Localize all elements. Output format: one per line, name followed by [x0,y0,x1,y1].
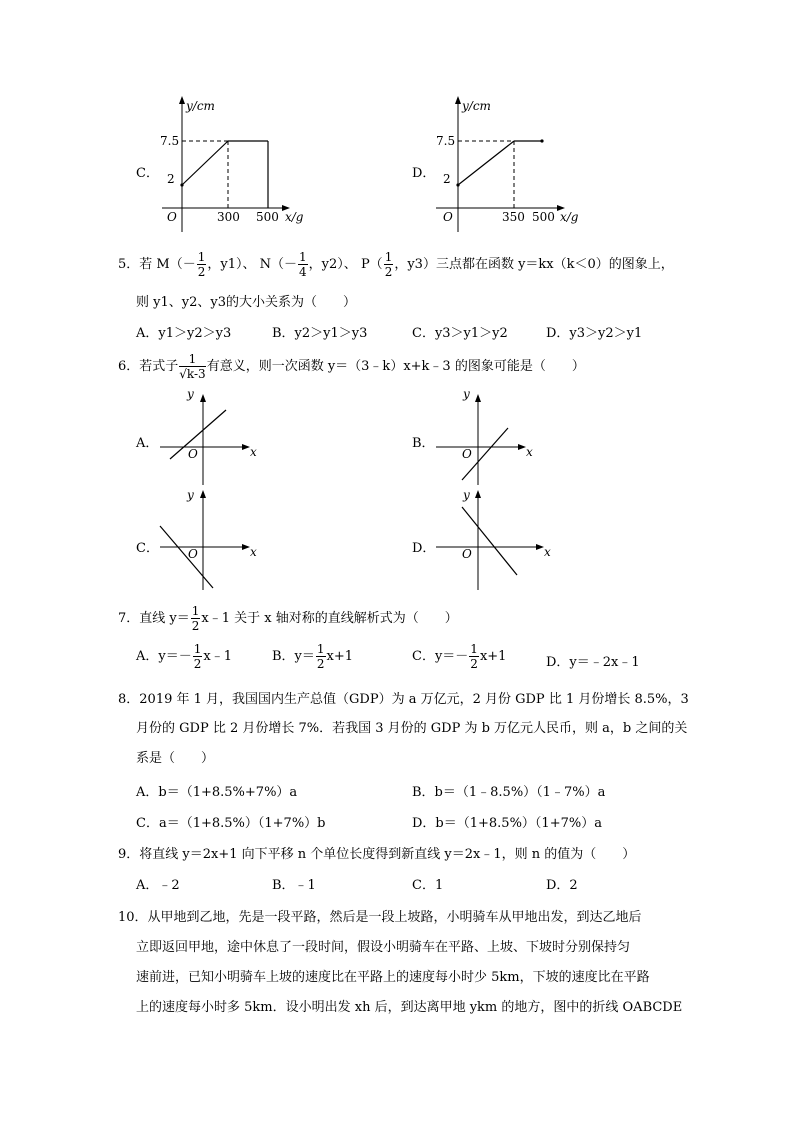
q6-graph-c [160,488,257,590]
q6-option-a-label: A． [136,436,159,451]
q5-y2: ，y2）、 [308,257,357,272]
q6-graph-d [436,488,551,590]
svg-text:O: O [462,447,472,461]
q9-line-1: 9．将直线 y＝2x+1 向下平移 n 个单位长度得到新直线 y＝2x﹣1，则 n 的值为（ ） [118,847,636,862]
q8-line-2: 月份的 GDP 比 2 月份增长 7%．若我国 3 月份的 GDP 为 b 万亿元人民币，则 a，b 之间的关 [136,721,688,736]
q6-graph-b [436,387,533,485]
q9-option-b: B．﹣1 [272,878,316,893]
q5-option-c: C．y3＞y1＞y2 [412,326,508,341]
q7-option-a: A．y＝－ $\frac{1}{2}$ x﹣1 [136,642,232,671]
q5-frac-3: $\frac{1}{2}$ [384,250,393,279]
q8-line-3: 系是（ ） [136,751,215,766]
question-7-stem [118,604,458,633]
svg-text:O: O [188,447,198,461]
q4d-xlabel: x/g [560,210,579,224]
q7-option-d: D．y＝﹣2x﹣1 [546,655,640,670]
svg-text:y: y [187,488,194,502]
q4d-x1: 350 [502,210,525,224]
q5-y1: ，y1）、 [207,257,256,272]
q5-option-b: B．y2＞y1＞y3 [272,326,368,341]
q6-option-b-label: B． [412,436,435,451]
q4c-x2: 500 [256,210,279,224]
q4c-x1: 300 [217,210,240,224]
q6-frac: $\frac{1}{√k-3}$ [179,352,206,381]
q5-p: P（ [360,257,383,272]
q10-line-4: 上的速度每小时多 5km．设小明出发 xh 后，到达离甲地 ykm 的地方，图中的折线 OABCDE [136,1000,683,1015]
q4c-xlabel: x/g [285,210,304,224]
q6-option-d-label: D． [412,541,436,556]
q8-line-1: 8．2019 年 1 月，我国国内生产总值（GDP）为 a 万亿元，2 月份 GDP 比 1 月份增长 8.5%，3 [118,692,689,707]
q5-n: N（－ [259,257,298,272]
q4d-origin: O [443,210,453,224]
q5-option-d: D．y3＞y2＞y1 [546,326,643,341]
svg-text:y: y [463,387,470,401]
q5-frac-2: $\frac{1}{4}$ [299,250,307,279]
q5-frac-1: $\frac{1}{2}$ [197,250,206,279]
q7-num: 7．直线 y＝ [118,611,190,626]
q9-option-d: D．2 [546,878,578,893]
q8-option-a: A．b＝（1+8.5%+7%）a [136,785,298,800]
q6-rest: 有意义，则一次函数 y＝（3﹣k）x+k﹣3 的图象可能是（ ） [206,359,585,374]
q4-option-d-label: D． [412,166,436,181]
q5-option-a: A．y1＞y2＞y3 [136,326,232,341]
q7-frac: $\frac{1}{2}$ [191,604,200,633]
q4-option-c-label: C． [136,166,159,181]
svg-text:x: x [250,545,257,559]
q4d-ylabel: y/cm [462,99,491,113]
svg-text:x: x [250,445,257,459]
q4c-origin: O [167,210,177,224]
q4c-ylabel: y/cm [186,99,215,113]
q8-option-c: C．a＝（1+8.5%）（1+7%）b [136,816,326,831]
q5-line-2: 则 y1、y2、y3的大小关系为（ ） [136,295,356,310]
q7-option-c: C．y＝－ $\frac{1}{2}$ x+1 [412,642,507,671]
q4d-y0: 2 [443,172,451,186]
svg-text:x: x [526,445,533,459]
q5-y3: ，y3）三点都在函数 y＝kx（k＜0）的图象上， [394,257,674,272]
q6-option-c-label: C． [136,541,159,556]
svg-text:O: O [462,547,472,561]
q6-num: 6．若式子 [118,359,179,374]
q7-rest: x﹣1 关于 x 轴对称的直线解析式为（ ） [201,611,458,626]
q7-option-b: B．y＝ $\frac{1}{2}$ x+1 [272,642,354,671]
q4c-y0: 2 [167,172,175,186]
q10-line-2: 立即返回甲地，途中休息了一段时间，假设小明骑车在平路、上坡、下坡时分别保持匀 [136,940,631,955]
q5-m: M（－ [156,257,196,272]
svg-text:O: O [188,547,198,561]
q6-graph-a [160,387,257,485]
q5-num: 5．若 [118,257,153,272]
q8-option-b: B．b＝（1﹣8.5%）（1﹣7%）a [412,785,606,800]
q8-option-d: D．b＝（1+8.5%）（1+7%）a [412,816,602,831]
svg-text:y: y [187,387,194,401]
svg-text:x: x [544,545,551,559]
q4c-y1: 7.5 [160,134,180,148]
q4d-y1: 7.5 [436,134,456,148]
q4d-x2: 500 [532,210,555,224]
q9-option-a: A．﹣2 [136,878,180,893]
q10-line-3: 速前进，已知小明骑车上坡的速度比在平路上的速度每小时少 5km，下坡的速度比在平路 [136,970,650,985]
svg-text:y: y [463,488,470,502]
q9-option-c: C．1 [412,878,444,893]
q10-line-1: 10．从甲地到乙地，先是一段平路，然后是一段上坡路，小明骑车从甲地出发，到达乙地后 [118,910,642,925]
